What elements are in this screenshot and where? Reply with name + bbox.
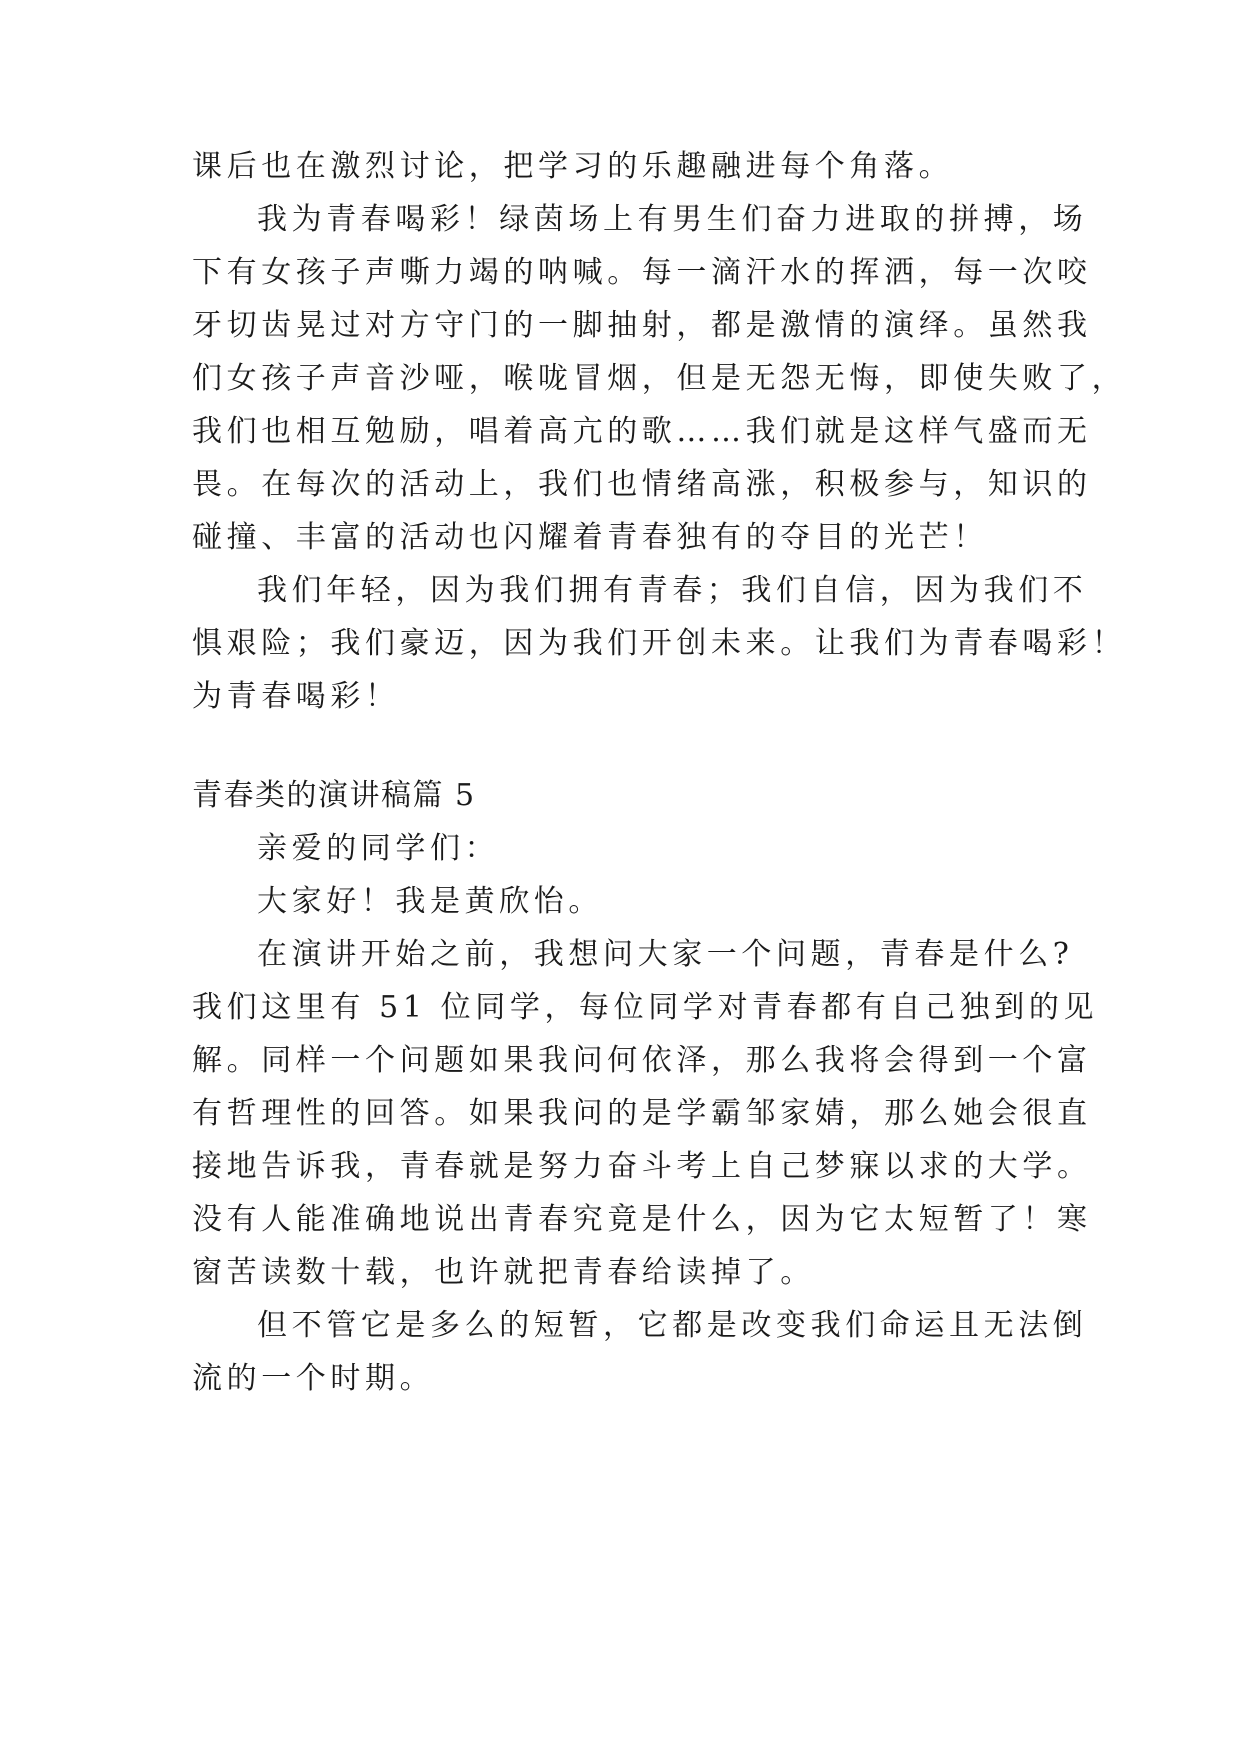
paragraph-line: 牙切齿晃过对方守门的一脚抽射，都是激情的演绎。虽然我	[192, 308, 1092, 343]
section-title: 青春类的演讲稿篇 5	[192, 778, 476, 813]
paragraph-line: 我们这里有 51 位同学，每位同学对青春都有自己独到的见	[192, 990, 1099, 1025]
intro-line: 大家好！我是黄欣怡。	[257, 884, 603, 919]
paragraph-line: 我们也相互勉励，唱着高亢的歌……我们就是这样气盛而无	[192, 414, 1092, 449]
paragraph-line: 有哲理性的回答。如果我问的是学霸邹家婧，那么她会很直	[192, 1096, 1092, 1131]
paragraph-line: 们女孩子声音沙哑，喉咙冒烟，但是无怨无悔，即使失败了，	[192, 361, 1127, 396]
paragraph-line: 但不管它是多么的短暂，它都是改变我们命运且无法倒	[257, 1308, 1088, 1343]
paragraph-line: 我们年轻，因为我们拥有青春；我们自信，因为我们不	[257, 573, 1088, 608]
greeting-line: 亲爱的同学们：	[257, 831, 500, 866]
paragraph-line: 没有人能准确地说出青春究竟是什么，因为它太短暂了！寒	[192, 1202, 1092, 1237]
paragraph-line: 为青春喝彩！	[192, 679, 400, 714]
paragraph-line: 在演讲开始之前，我想问大家一个问题，青春是什么?	[257, 937, 1074, 972]
paragraph-line: 畏。在每次的活动上，我们也情绪高涨，积极参与，知识的	[192, 467, 1092, 502]
paragraph-line: 流的一个时期。	[192, 1361, 435, 1396]
paragraph-line: 课后也在激烈讨论，把学习的乐趣融进每个角落。	[192, 149, 954, 184]
paragraph-line: 碰撞、丰富的活动也闪耀着青春独有的夺目的光芒！	[192, 520, 988, 555]
paragraph-line: 下有女孩子声嘶力竭的呐喊。每一滴汗水的挥洒，每一次咬	[192, 255, 1092, 290]
paragraph-line: 窗苦读数十载，也许就把青春给读掉了。	[192, 1255, 815, 1290]
paragraph-line: 接地告诉我，青春就是努力奋斗考上自己梦寐以求的大学。	[192, 1149, 1092, 1184]
paragraph-line: 我为青春喝彩！绿茵场上有男生们奋力进取的拼搏，场	[257, 202, 1088, 237]
paragraph-line: 惧艰险；我们豪迈，因为我们开创未来。让我们为青春喝彩！	[192, 626, 1127, 661]
paragraph-line: 解。同样一个问题如果我问何依泽，那么我将会得到一个富	[192, 1043, 1092, 1078]
